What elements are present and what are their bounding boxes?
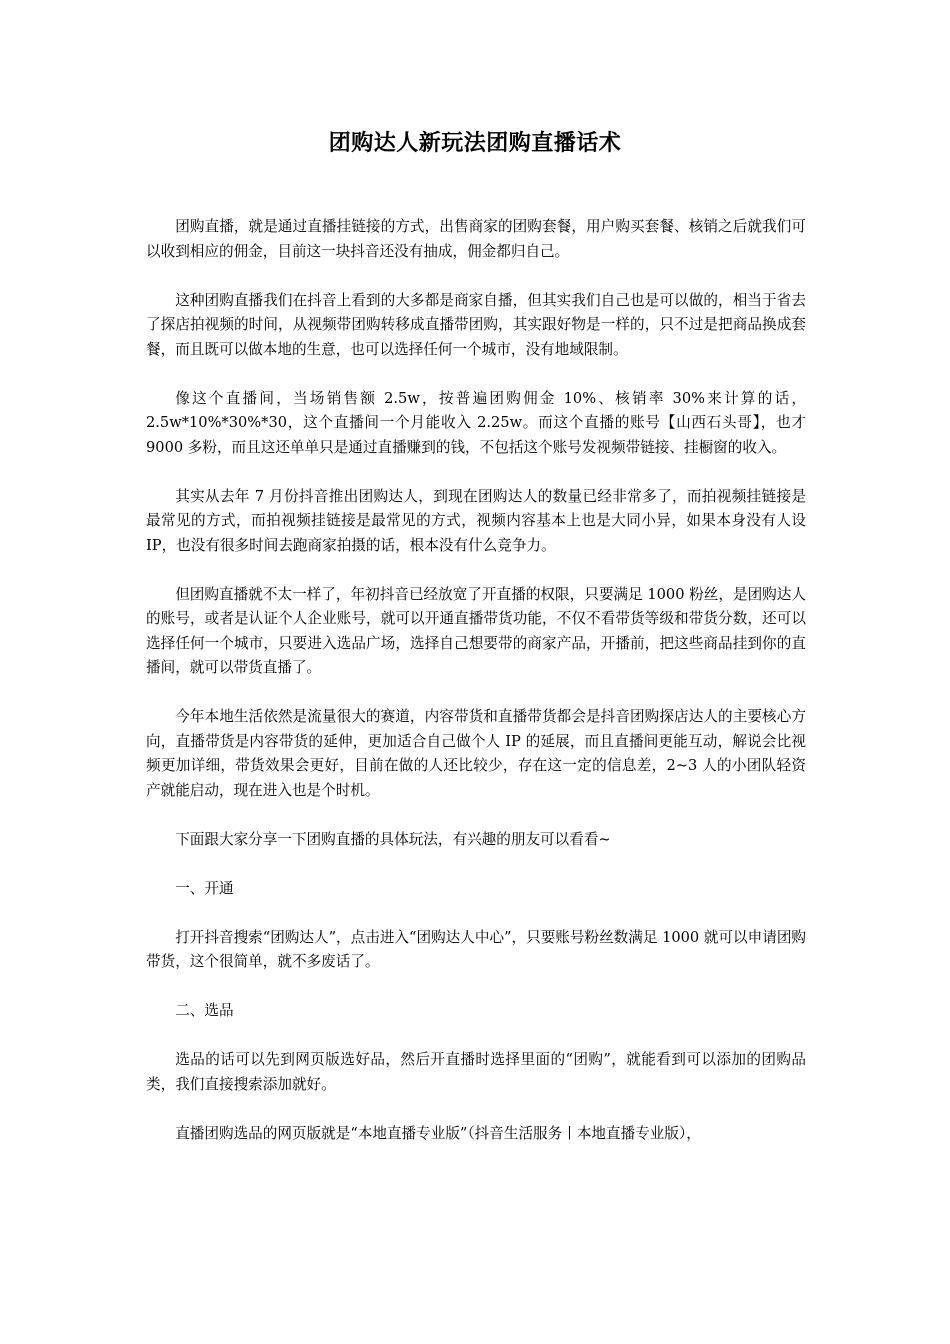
- document-body: [146, 215, 806, 1171]
- paragraph-intro: 团购直播，就是通过直播挂链接的方式，出售商家的团购套餐，用户购买套餐、核销之后就我们可以收到相应的佣金，目前这一块抖音还没有抽成，佣金都归自己。: [146, 218, 806, 260]
- paragraph-open-steps: 打开抖音搜索“团购达人”，点击进入“团购达人中心”，只要账号粉丝数满足 1000 就可以申请团购带货，这个很简单，就不多废话了。: [146, 928, 807, 970]
- paragraph-competition: 其实从去年 7 月份抖音推出团购达人，到现在团购达人的数量已经非常多了，而拍视频挂链接是最常见的方式，而拍视频挂链接是最常见的方式，视频内容基本上也是大同小异，如果本身没有人设 IP，也没有很多时间去跑商家拍摄的话，根本没有什么竞争力。: [146, 487, 806, 554]
- paragraph-merchant-streaming: 这种团购直播我们在抖音上看到的大多都是商家自播，但其实我们自己也是可以做的，相当于省去了探店拍视频的时间，从视频带团购转移成直播带团购，其实跟好物是一样的，只不过是把商品换成套餐，而且既可以做本地的生意，也可以选择任何一个城市，没有地域限制。: [146, 291, 806, 358]
- paragraph-web-version: 直播团购选品的网页版就是“本地直播专业版”（抖音生活服务丨本地直播专业版），: [175, 1124, 701, 1142]
- section-heading-open: 一、开通: [175, 879, 234, 897]
- document-title: 团购达人新玩法团购直播话术: [328, 130, 622, 156]
- section-heading-selection: 二、选品: [175, 1002, 234, 1019]
- paragraph-example-stream: 像这个直播间，当场销售额 2.5w，按普遍团购佣金 10%、核销率 30%来计算的话，2.5w*10%*30%*30，这个直播间一个月能收入 2.25w。而这个直播的账号【山西石头哥】，也才 9000 多粉，而且这还单单只是通过直播赚到的钱，不包括这个账号发视频带链接、挂橱窗的收入。: [146, 389, 806, 456]
- paragraph-live-permissions: 但团购直播就不太一样了，年初抖音已经放宽了开直播的权限，只要满足 1000 粉丝，是团购达人的账号，或者是认证个人企业账号，就可以开通直播带货功能，不仅不看带货等级和带货分数，还可以选择任何一个城市，只要进入选品广场，选择自己想要带的商家产品，开播前，把这些商品挂到你的直播间，就可以带货直播了。: [146, 585, 806, 676]
- paragraph-local-life: 今年本地生活依然是流量很大的赛道，内容带货和直播带货都会是抖音团购探店达人的主要核心方向，直播带货是内容带货的延伸，更加适合自己做个人 IP 的延展，而且直播间更能互动，解说会比视频更加详细，带货效果会更好，目前在做的人还比较少，存在这一定的信息差，2~3 人的小团队轻资产就能启动，现在进入也是个时机。: [146, 708, 806, 799]
- paragraph-share-intro: 下面跟大家分享一下团购直播的具体玩法，有兴趣的朋友可以看看~: [175, 830, 611, 848]
- paragraph-selection-steps: 选品的话可以先到网页版选好品，然后开直播时选择里面的“团购”，就能看到可以添加的团购品类，我们直接搜索添加就好。: [146, 1051, 806, 1093]
